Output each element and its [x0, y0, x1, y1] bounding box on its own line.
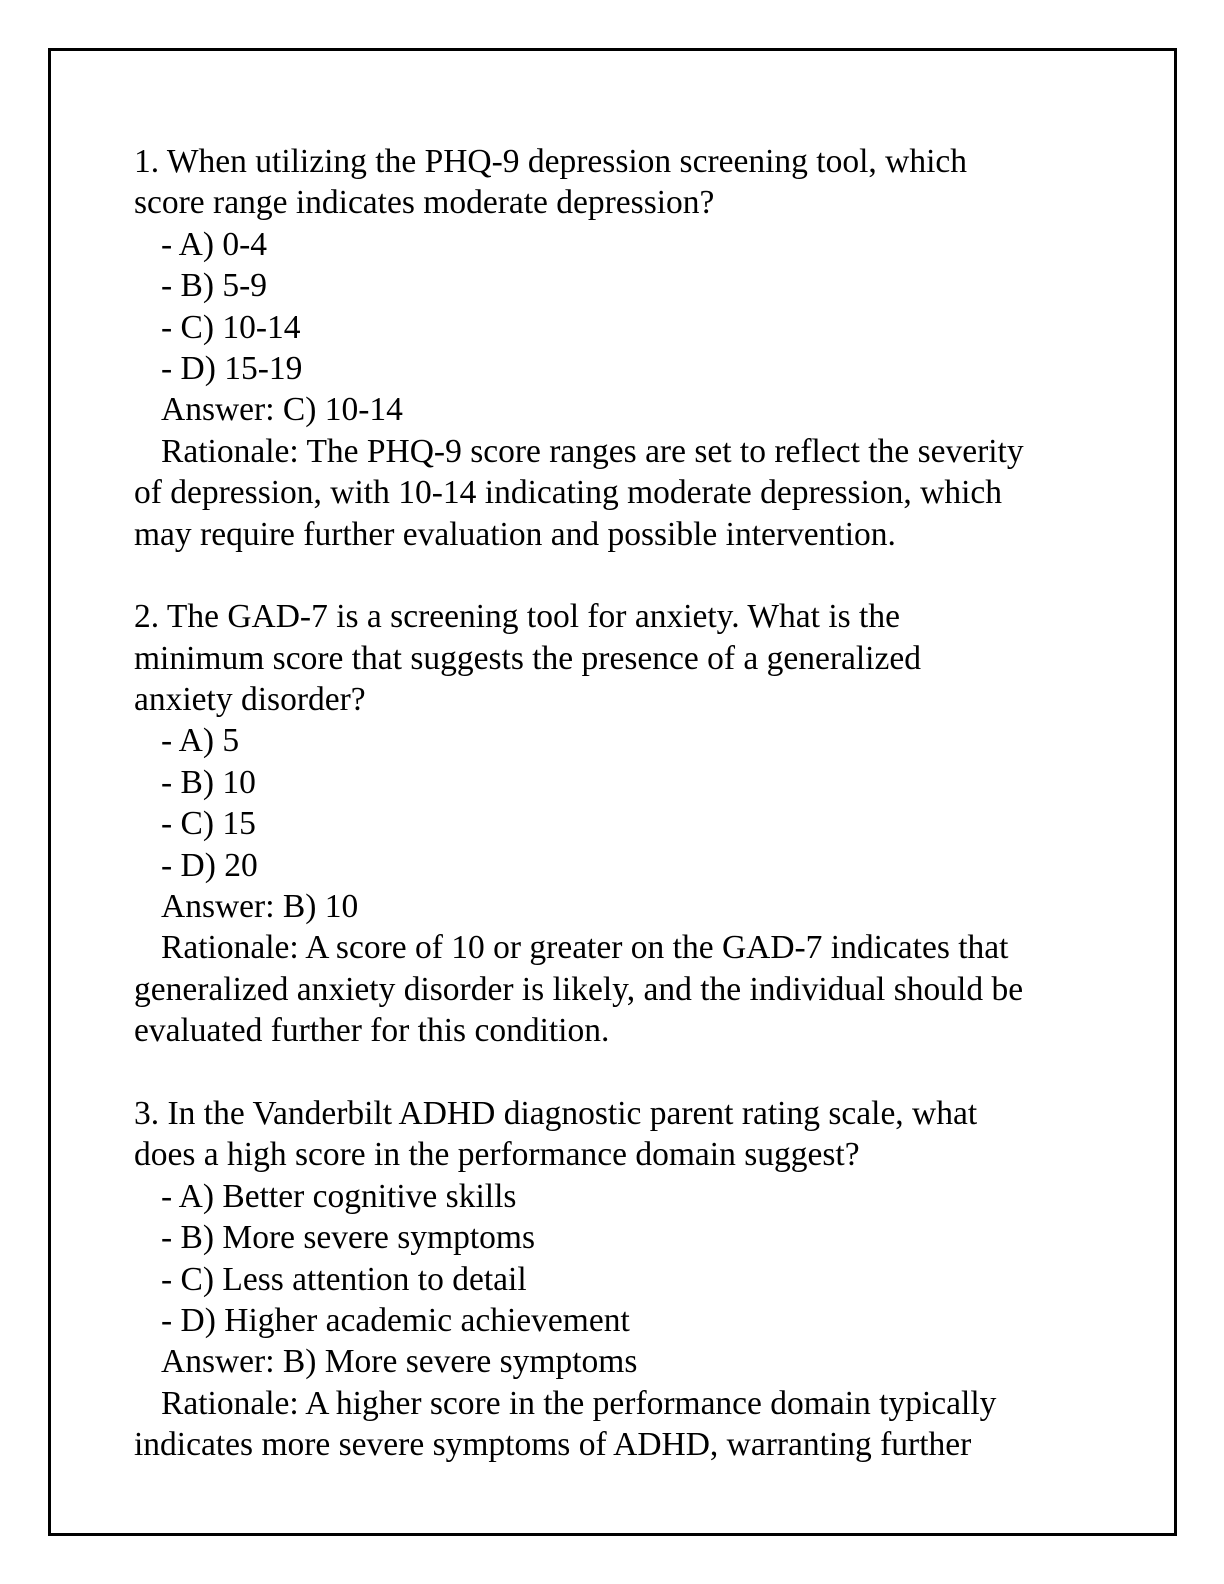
option-a: - A) 0-4: [161, 225, 268, 263]
question-block-3: [134, 1093, 1134, 1466]
rationale-line: Rationale: A score of 10 or greater on the GAD-7 indicates that: [161, 929, 1009, 967]
question-block-1: [134, 141, 1134, 555]
rationale-line: indicates more severe symptoms of ADHD, warranting further: [134, 1426, 972, 1464]
option-b: - B) 10: [161, 763, 256, 801]
rationale-line: of depression, with 10-14 indicating moderate depression, which: [134, 474, 1003, 512]
option-c: - C) Less attention to detail: [161, 1260, 527, 1298]
paragraph-spacer: [134, 555, 1134, 596]
paragraph-spacer: [134, 1052, 1134, 1093]
document-content: [134, 141, 1134, 1466]
question-text-line: minimum score that suggests the presence of a generalized: [134, 639, 921, 677]
rationale-line: evaluated further for this condition.: [134, 1012, 610, 1050]
option-d: - D) Higher academic achievement: [161, 1301, 630, 1339]
option-b: - B) More severe symptoms: [161, 1219, 536, 1257]
rationale-line: Rationale: A higher score in the performance domain typically: [161, 1384, 997, 1422]
rationale-line: may require further evaluation and possible intervention.: [134, 515, 896, 553]
option-a: - A) Better cognitive skills: [161, 1177, 517, 1215]
option-d: - D) 20: [161, 846, 258, 884]
answer-text: Answer: B) More severe symptoms: [161, 1343, 638, 1381]
rationale-line: Rationale: The PHQ-9 score ranges are set to reflect the severity: [161, 432, 1024, 470]
rationale-line: generalized anxiety disorder is likely, and the individual should be: [134, 970, 1024, 1008]
option-b: - B) 5-9: [161, 267, 268, 305]
question-text-line: 1. When utilizing the PHQ-9 depression screening tool, which: [134, 143, 968, 180]
question-text-line: does a high score in the performance domain suggest?: [134, 1136, 860, 1174]
option-c: - C) 10-14: [161, 308, 301, 346]
option-a: - A) 5: [161, 722, 240, 760]
question-text-line: 2. The GAD-7 is a screening tool for anxiety. What is the: [134, 598, 900, 636]
question-text-line: 3. In the Vanderbilt ADHD diagnostic parent rating scale, what: [134, 1094, 978, 1132]
question-text-line: score range indicates moderate depression?: [134, 184, 715, 222]
answer-text: Answer: C) 10-14: [161, 391, 403, 429]
answer-text: Answer: B) 10: [161, 888, 359, 926]
question-block-2: [134, 596, 1134, 1051]
question-text-line: anxiety disorder?: [134, 681, 366, 719]
option-d: - D) 15-19: [161, 349, 303, 387]
option-c: - C) 15: [161, 805, 256, 843]
